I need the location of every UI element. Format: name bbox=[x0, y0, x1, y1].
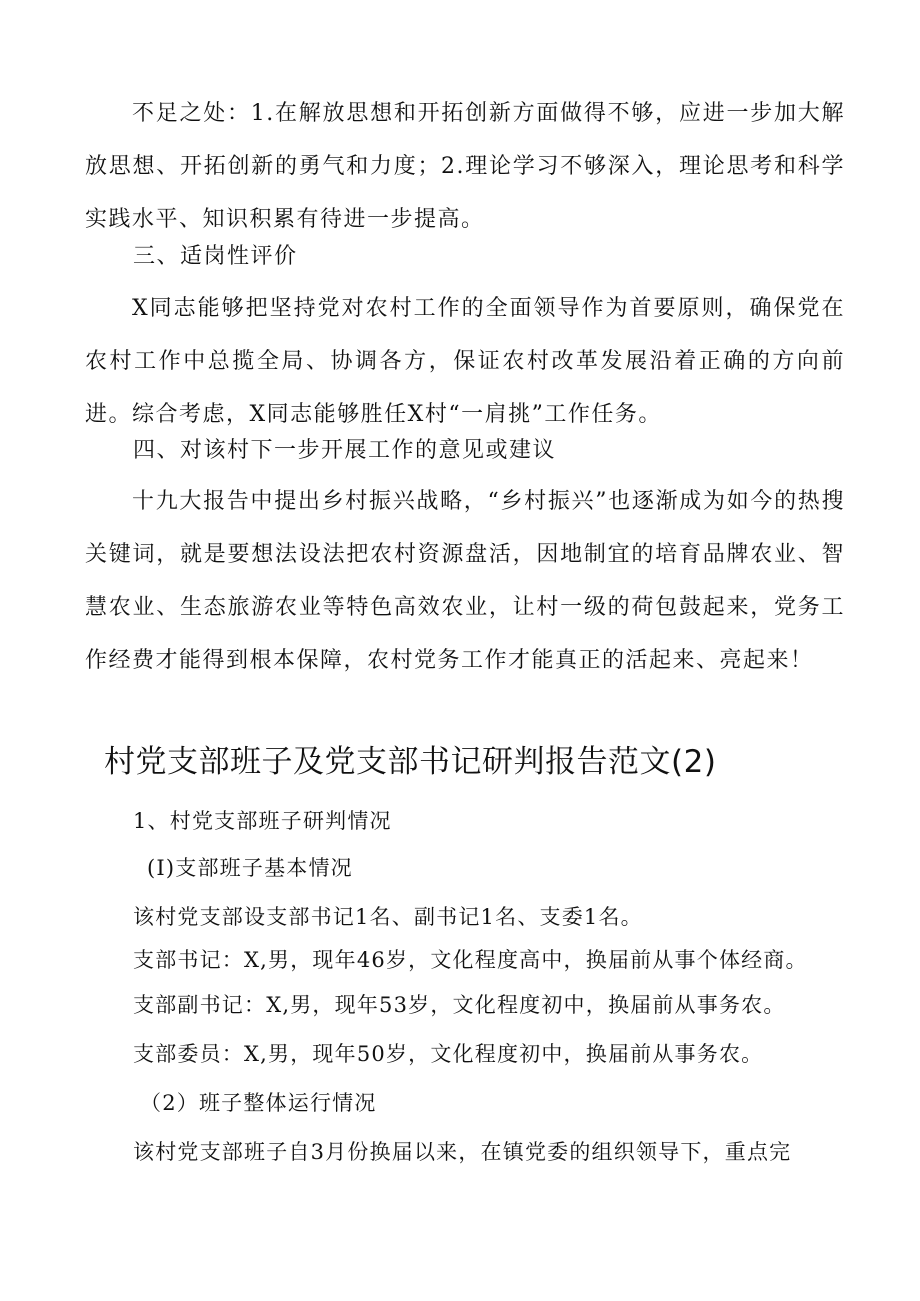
article-title: 村党支部班子及党支部书记研判报告范文(2) bbox=[104, 744, 717, 780]
member-line: 支部委员：X,男，现年50岁，文化程度初中，换届前从事务农。 bbox=[133, 1042, 764, 1066]
subsection-1-heading: (I)支部班子基本情况 bbox=[147, 856, 353, 880]
secretary-line: 支部书记：X,男，现年46岁，文化程度高中，换届前从事个体经商。 bbox=[133, 948, 808, 972]
evaluation-paragraph: X同志能够把坚持党对农村工作的全面领导作为首要原则，确保党在农村工作中总揽全局、协调各方，保证农村改革发展沿着正确的方向前进。综合考虑，X同志能够胜任X村“一肩挑”工作任务。 bbox=[85, 296, 845, 427]
operation-line: 该村党支部班子自3月份换届以来，在镇党委的组织领导下，重点完 bbox=[133, 1140, 792, 1164]
composition-line: 该村党支部设支部书记1名、副书记1名、支委1名。 bbox=[133, 905, 643, 929]
suggestion-paragraph: 十九大报告中提出乡村振兴战略，“乡村振兴”也逐渐成为如今的热搜关键词，就是要想法设法把农村资源盘活，因地制宜的培育品牌农业、智慧农业、生态旅游农业等特色高效农业，让村一级的荷包鼓起来，党务工作经费才能得到根本保障，农村党务工作才能真正的活起来、亮起来！ bbox=[85, 489, 845, 673]
subsection-2-heading: （2）班子整体运行情况 bbox=[140, 1091, 377, 1115]
section-heading-four: 四、对该村下一步开展工作的意见或建议 bbox=[133, 438, 557, 463]
section-heading-three: 三、适岗性评价 bbox=[133, 244, 298, 269]
section-1-heading: 1、村党支部班子研判情况 bbox=[133, 809, 392, 833]
deputy-secretary-line: 支部副书记：X,男，现年53岁，文化程度初中，换届前从事务农。 bbox=[133, 993, 786, 1017]
shortcomings-paragraph: 不足之处：1.在解放思想和开拓创新方面做得不够，应进一步加大解放思想、开拓创新的勇气和力度；2.理论学习不够深入，理论思考和科学实践水平、知识积累有待进一步提高。 bbox=[85, 101, 845, 232]
